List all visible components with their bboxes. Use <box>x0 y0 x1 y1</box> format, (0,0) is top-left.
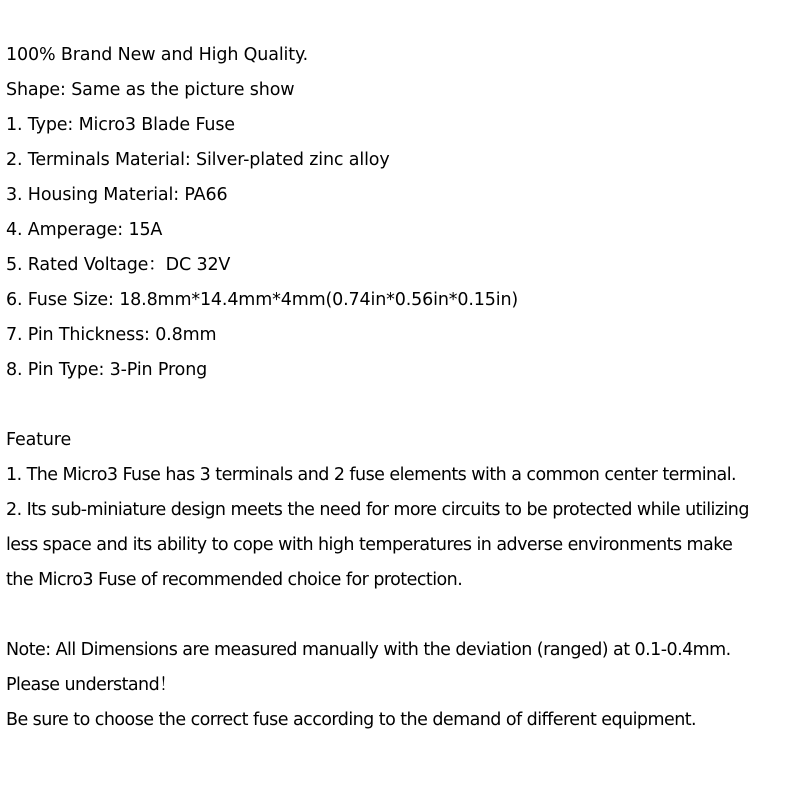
spec-line-pin-thickness: 7. Pin Thickness: 0.8mm <box>6 325 217 345</box>
spec-line-pin-type: 8. Pin Type: 3-Pin Prong <box>6 360 208 380</box>
spec-line-rated-voltage: 5. Rated Voltage：DC 32V <box>6 255 231 275</box>
spec-line-shape: Shape: Same as the picture show <box>6 80 295 100</box>
note-line-choose-fuse: Be sure to choose the correct fuse according to the demand of different equipment. <box>6 710 697 730</box>
spec-line-terminals-material: 2. Terminals Material: Silver-plated zinc alloy <box>6 150 390 170</box>
product-description <box>6 38 798 738</box>
feature-line: 1. The Micro3 Fuse has 3 terminals and 2 fuse elements with a common center terminal. <box>6 465 737 485</box>
spec-line-fuse-size: 6. Fuse Size: 18.8mm*14.4mm*4mm(0.74in*0.56in*0.15in) <box>6 290 519 310</box>
note-section <box>6 633 798 738</box>
spec-line-housing-material: 3. Housing Material: PA66 <box>6 185 228 205</box>
section-spacer <box>6 388 798 423</box>
note-line-understand: Please understand！ <box>6 675 177 695</box>
feature-heading: Feature <box>6 430 72 450</box>
spec-line-type: 1. Type: Micro3 Blade Fuse <box>6 115 235 135</box>
feature-section <box>6 423 798 598</box>
spec-line-quality: 100% Brand New and High Quality. <box>6 45 309 65</box>
note-line-dimensions: Note: All Dimensions are measured manually with the deviation (ranged) at 0.1-0.4mm. <box>6 640 731 660</box>
specs-section <box>6 38 798 388</box>
feature-line: the Micro3 Fuse of recommended choice for protection. <box>6 570 463 590</box>
feature-line: less space and its ability to cope with high temperatures in adverse environments make <box>6 535 733 555</box>
section-spacer <box>6 598 798 633</box>
spec-line-amperage: 4. Amperage: 15A <box>6 220 163 240</box>
feature-line: 2. Its sub-miniature design meets the need for more circuits to be protected while utilizing <box>6 500 749 520</box>
